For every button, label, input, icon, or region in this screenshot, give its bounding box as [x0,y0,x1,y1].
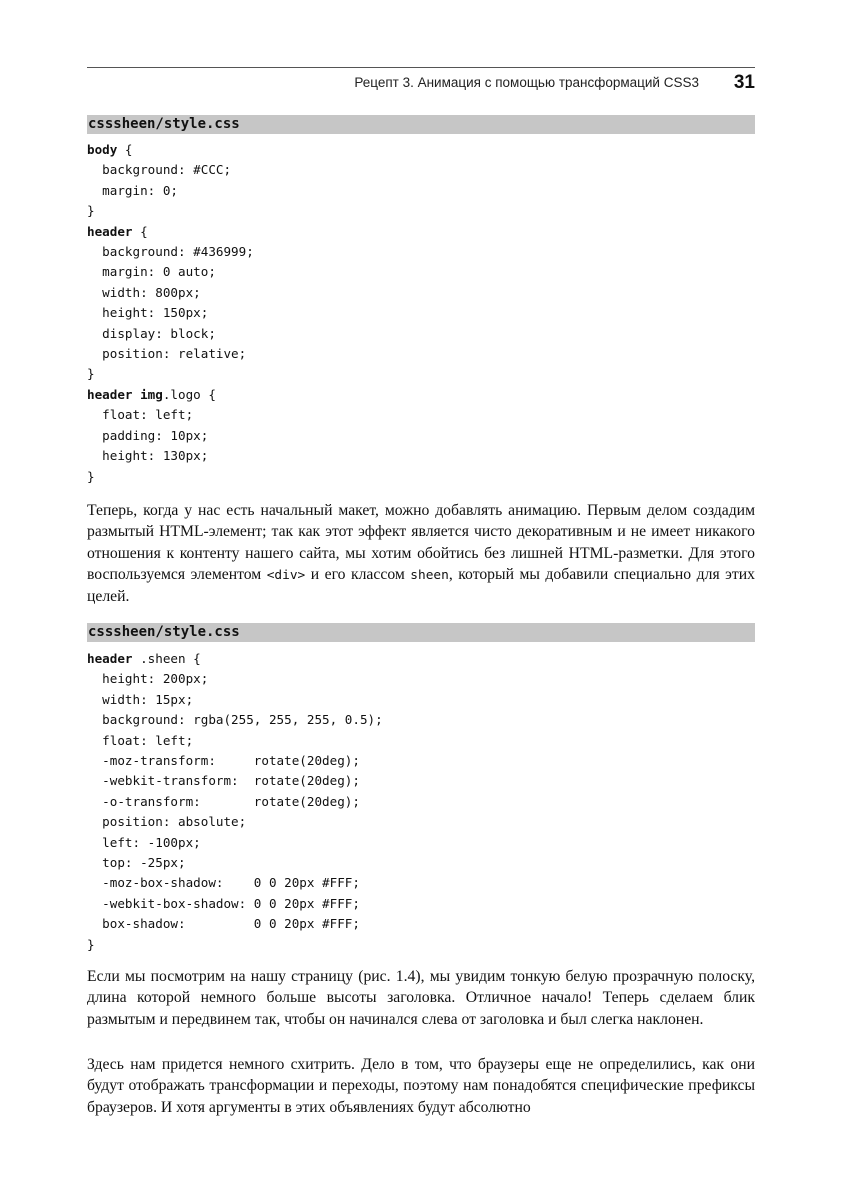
paragraph-1 [87,500,755,607]
code-line [87,244,254,259]
code-line [87,142,133,157]
code-text: } [87,468,95,484]
code-line [87,469,95,484]
code-text: position: relative; [87,346,247,362]
code-text: { [132,223,148,239]
code-line [87,671,208,686]
code-line [87,183,178,198]
code-listing-2 [87,649,383,955]
code-line [87,916,360,931]
chapter-title: Рецепт 3. Анимация с помощью трансформаций CSS3 [354,75,699,90]
code-text: .sheen { [132,651,201,666]
code-line [87,733,193,748]
code-text: } [87,203,95,219]
code-text: left: -100px; [87,834,201,850]
paragraph-2: Если мы посмотрим на нашу страницу (рис. 1.4), мы увидим тонкую белую прозрачную полоску, длина которой немного больше высоты заголовка. Отличное начало! Теперь сделаем блик размытым и передвинем так, чтобы он начинался слева от заголовка и был слегка наклонен. [87,968,755,1028]
listing-2-filename: csssheen/style.css [88,624,240,640]
code-text: -webkit-transform: rotate(20deg); [87,773,360,789]
listing-2-filename-bar [87,623,755,642]
code-text: float: left; [87,407,194,423]
code-line [87,753,360,768]
code-line [87,651,201,666]
code-line [87,855,186,870]
listing-1-filename-bar [87,115,755,134]
code-line [87,712,383,727]
code-line [87,835,201,850]
code-line [87,407,193,422]
code-text: margin: 0 auto; [87,264,216,280]
code-text: -moz-transform: rotate(20deg); [87,753,360,769]
code-line [87,773,360,788]
header-rule [87,67,755,68]
code-text: } [87,936,95,952]
code-line [87,937,95,952]
code-line [87,264,216,279]
code-text: background: #436999; [87,244,254,260]
code-listing-1 [87,140,254,487]
code-line [87,428,208,443]
paragraph-1-text-b: и его классом [305,565,411,583]
paragraph-3: Здесь нам придется немного схитрить. Дело в том, что браузеры еще не определились, как они будут отображать трансформации и переходы, поэтому нам понадобятся специфические префиксы браузеров. И хотя аргументы в этих объявлениях будут абсолютно [87,1056,755,1116]
code-line [87,366,95,381]
code-text: background: rgba(255, 255, 255, 0.5); [87,712,383,728]
code-selector: header [87,651,133,666]
code-text: } [87,366,95,382]
code-text: display: block; [87,325,216,341]
running-header [87,73,755,95]
code-text: height: 150px; [87,305,209,321]
code-line [87,162,231,177]
page-number: 31 [733,72,755,93]
code-line [87,203,95,218]
code-line [87,285,201,300]
code-selector: header [87,223,133,239]
paragraph-1-text-c: , который мы добавили специально для этих целей. [87,565,755,606]
inline-code-div: <div> [266,567,306,583]
code-text: width: 800px; [87,284,201,300]
code-text: -o-transform: rotate(20deg); [87,793,360,809]
code-line [87,224,148,239]
code-selector: header img [87,386,163,402]
code-text: -moz-box-shadow: 0 0 20px #FFF; [87,875,360,891]
code-line [87,692,193,707]
code-line [87,387,216,402]
code-line [87,814,246,829]
code-text: height: 130px; [87,448,209,464]
code-line [87,448,208,463]
code-line [87,896,360,911]
code-line [87,794,360,809]
code-text: position: absolute; [87,814,247,830]
code-line [87,346,246,361]
code-text: padding: 10px; [87,427,209,443]
paragraph-1-text-a: Теперь, когда у нас есть начальный макет, можно добавлять анимацию. Первым делом создадим размытый HTML-элемент; так как этот эффект является чисто декоративным и не имеет никакого отношения к контенту нашего сайта, мы хотим обойтись без лишней HTML-разметки. Для этого воспользуемся элементом [87,502,755,583]
code-text: { [117,142,133,157]
code-selector: body [87,142,118,157]
code-text: top: -25px; [87,855,186,871]
code-text: background: #CCC; [87,162,232,178]
code-text: height: 200px; [87,671,209,687]
code-line [87,875,360,890]
inline-code-sheen: sheen [410,567,449,583]
listing-1-filename: csssheen/style.css [88,116,240,132]
code-text: float: left; [87,732,194,748]
code-text: box-shadow: 0 0 20px #FFF; [87,916,360,932]
code-text: margin: 0; [87,182,178,198]
code-text: .logo { [162,386,216,402]
code-text: width: 15px; [87,691,194,707]
code-line [87,326,216,341]
code-text: -webkit-box-shadow: 0 0 20px #FFF; [87,895,360,911]
code-line [87,305,208,320]
